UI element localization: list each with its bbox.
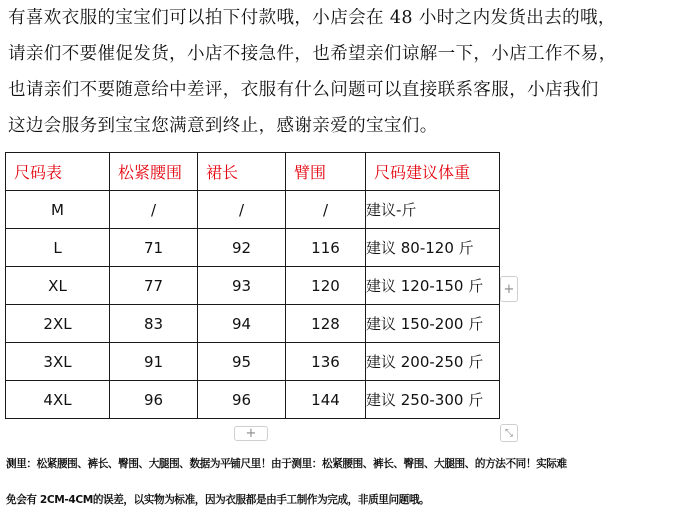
cell-weight[interactable]: 建议 250-300 斤	[366, 381, 500, 419]
cell-weight[interactable]: 建议 120-150 斤	[366, 267, 500, 305]
cell-waist[interactable]: /	[110, 191, 198, 229]
cell-size[interactable]: 2XL	[6, 305, 110, 343]
intro-paragraph	[8, 0, 684, 144]
intro-line-2: 请亲们不要催促发货，小店不接急件，也希望亲们谅解一下，小店工作不易，	[8, 44, 617, 64]
header-arm[interactable]: 臂围	[286, 153, 366, 191]
cell-length[interactable]: /	[198, 191, 286, 229]
table-row	[6, 191, 500, 229]
add-column-button[interactable]	[500, 276, 518, 302]
cell-size[interactable]: 4XL	[6, 381, 110, 419]
cell-size[interactable]: 3XL	[6, 343, 110, 381]
cell-length[interactable]: 96	[198, 381, 286, 419]
cell-size[interactable]: XL	[6, 267, 110, 305]
cell-waist[interactable]: 77	[110, 267, 198, 305]
cell-arm[interactable]: 116	[286, 229, 366, 267]
cell-arm[interactable]: 128	[286, 305, 366, 343]
plus-icon: +	[503, 281, 515, 297]
cell-weight[interactable]: 建议 80-120 斤	[366, 229, 500, 267]
table-row	[6, 305, 500, 343]
cell-arm[interactable]: 136	[286, 343, 366, 381]
cell-waist[interactable]: 91	[110, 343, 198, 381]
cell-length[interactable]: 95	[198, 343, 286, 381]
intro-line-4: 这边会服务到宝宝您满意到终止，感谢亲爱的宝宝们。	[8, 116, 438, 136]
table-resize-handle[interactable]	[500, 424, 518, 442]
intro-line-3: 也请亲们不要随意给中差评，衣服有什么问题可以直接联系客服，小店我们	[8, 80, 599, 100]
cell-arm[interactable]: /	[286, 191, 366, 229]
table-row	[6, 229, 500, 267]
cell-weight[interactable]: 建议-斤	[366, 191, 500, 229]
plus-icon: +	[245, 426, 257, 441]
header-waist[interactable]: 松紧腰围	[110, 153, 198, 191]
cell-waist[interactable]: 96	[110, 381, 198, 419]
table-row	[6, 343, 500, 381]
cell-arm[interactable]: 120	[286, 267, 366, 305]
cell-length[interactable]: 93	[198, 267, 286, 305]
cell-length[interactable]: 94	[198, 305, 286, 343]
cell-length[interactable]: 92	[198, 229, 286, 267]
table-row	[6, 267, 500, 305]
header-weight[interactable]: 尺码建议体重	[366, 153, 500, 191]
add-row-button[interactable]	[234, 426, 268, 441]
table-row	[6, 381, 500, 419]
size-chart-table[interactable]	[5, 152, 500, 419]
header-size[interactable]: 尺码表	[6, 153, 110, 191]
measurement-note-line-2: 免会有 2CM-4CM的误差，以实物为标准，因为衣服都是由手工制作为完成，非质里问题哦。	[6, 494, 430, 506]
cell-weight[interactable]: 建议 200-250 斤	[366, 343, 500, 381]
header-length[interactable]: 裙长	[198, 153, 286, 191]
cell-waist[interactable]: 71	[110, 229, 198, 267]
cell-arm[interactable]: 144	[286, 381, 366, 419]
intro-line-1: 有喜欢衣服的宝宝们可以拍下付款哦，小店会在 48 小时之内发货出去的哦，	[8, 8, 616, 28]
cell-size[interactable]: L	[6, 229, 110, 267]
table-header-row	[6, 153, 500, 191]
cell-weight[interactable]: 建议 150-200 斤	[366, 305, 500, 343]
cell-size[interactable]: M	[6, 191, 110, 229]
measurement-note-line-1: 测里：松紧腰围、裤长、臀围、大腿围、数据为平铺尺里！由于测里：松紧腰围、裤长、臀围、大腿围、的方法不同！实际难	[6, 458, 567, 470]
cell-waist[interactable]: 83	[110, 305, 198, 343]
resize-diagonal-icon: ⤡	[505, 427, 513, 439]
